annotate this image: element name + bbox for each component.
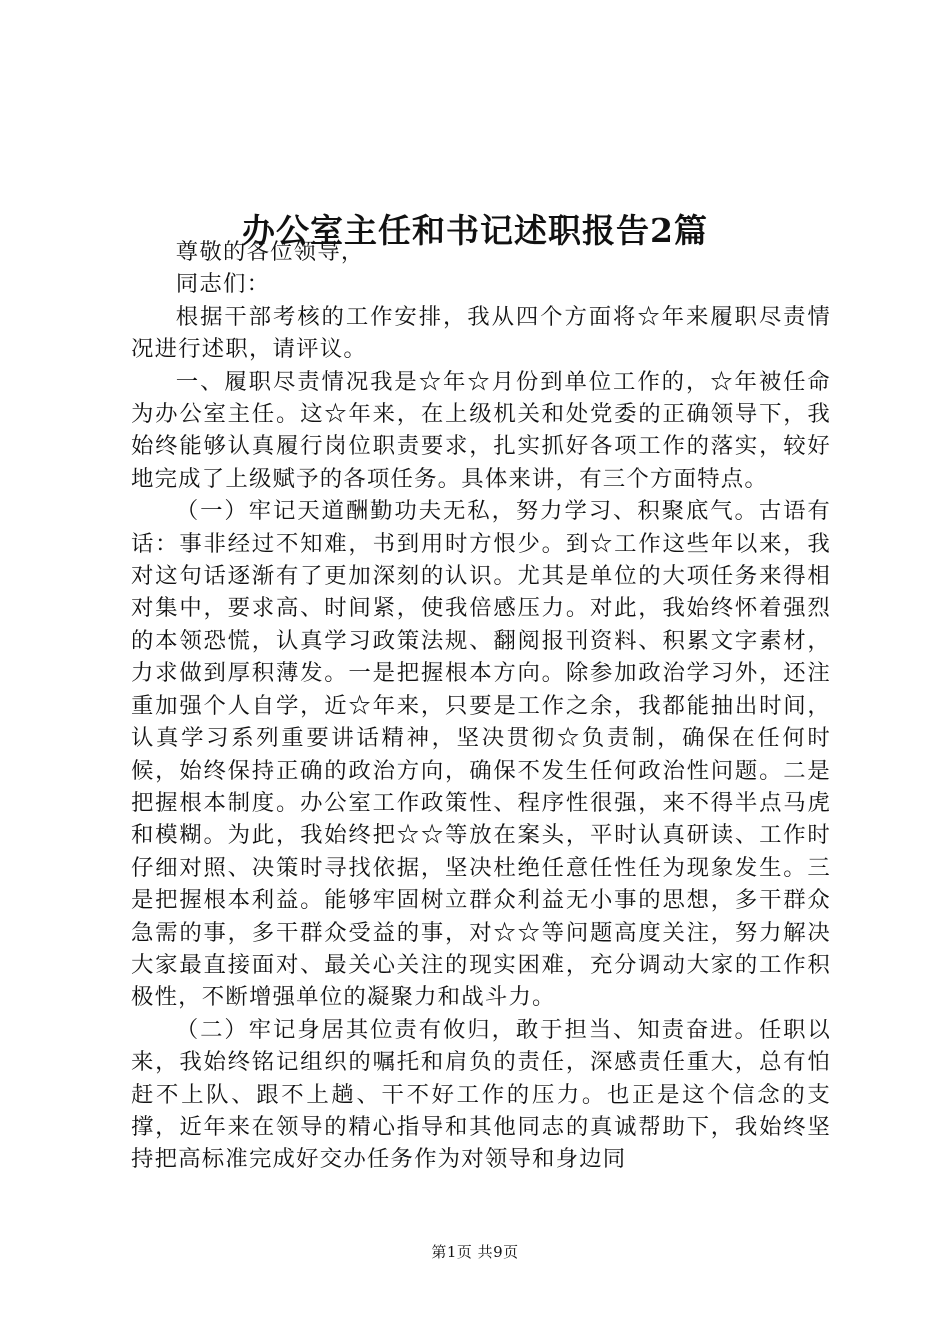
salutation-line: 同志们： — [175, 271, 271, 298]
salutation-line: 尊敬的各位领导， — [175, 239, 365, 265]
page-footer — [0, 1241, 950, 1263]
body-paragraph: （二）牢记身居其位责有攸归，敢于担当、知责奋进。任职以来，我始终铭记组织的嘱托和肩负的责任，深感责任重大，总有怕赶不上队、跟不上趟、干不好工作的压力。也正是这个信念的支撑，近年来在领导的精心指导和其他同志的真诚帮助下，我始终坚持把高标准完成好交办任务作为对领导和身边同 — [131, 1016, 831, 1173]
page-number: 第1页 共9页 — [431, 1243, 519, 1261]
body-paragraph: 一、履职尽责情况我是☆年☆月份到单位工作的，☆年被任命为办公室主任。这☆年来，在上级机关和处党委的正确领导下，我始终能够认真履行岗位职责要求，扎实抓好各项工作的落实，较好地完成了上级赋予的各项任务。具体来讲，有三个方面特点。 — [131, 368, 831, 492]
body-paragraph: 根据干部考核的工作安排，我从四个方面将☆年来履职尽责情况进行述职，请评议。 — [131, 303, 831, 363]
body-paragraph: （一）牢记天道酬勤功夫无私，努力学习、积聚底气。古语有话：事非经过不知难，书到用时方恨少。到☆工作这些年以来，我对这句话逐渐有了更加深刻的认识。尤其是单位的大项任务来得相对集中，要求高、时间紧，使我倍感压力。对此，我始终怀着强烈的本领恐慌，认真学习政策法规、翻阅报刊资料、积累文字素材，力求做到厚积薄发。一是把握根本方向。除参加政治学习外，还注重加强个人自学，近☆年来，只要是工作之余，我都能抽出时间，认真学习系列重要讲话精神，坚决贯彻☆负责制，确保在任何时候，始终保持正确的政治方向，确保不发生任何政治性问题。二是把握根本制度。办公室工作政策性、程序性很强，来不得半点马虎和模糊。为此，我始终把☆☆等放在案头，平时认真研读、工作时仔细对照、决策时寻找依据，坚决杜绝任意任性任为现象发生。三是把握根本利益。能够牢固树立群众利益无小事的思想，多干群众急需的事，多干群众受益的事，对☆☆等问题高度关注，努力解决大家最直接面对、最关心关注的现实困难，充分调动大家的工作积极性，不断增强单位的凝聚力和战斗力。 — [131, 498, 831, 1011]
document-body — [131, 236, 831, 1176]
document-title: 办公室主任和书记述职报告2篇 — [242, 211, 708, 251]
